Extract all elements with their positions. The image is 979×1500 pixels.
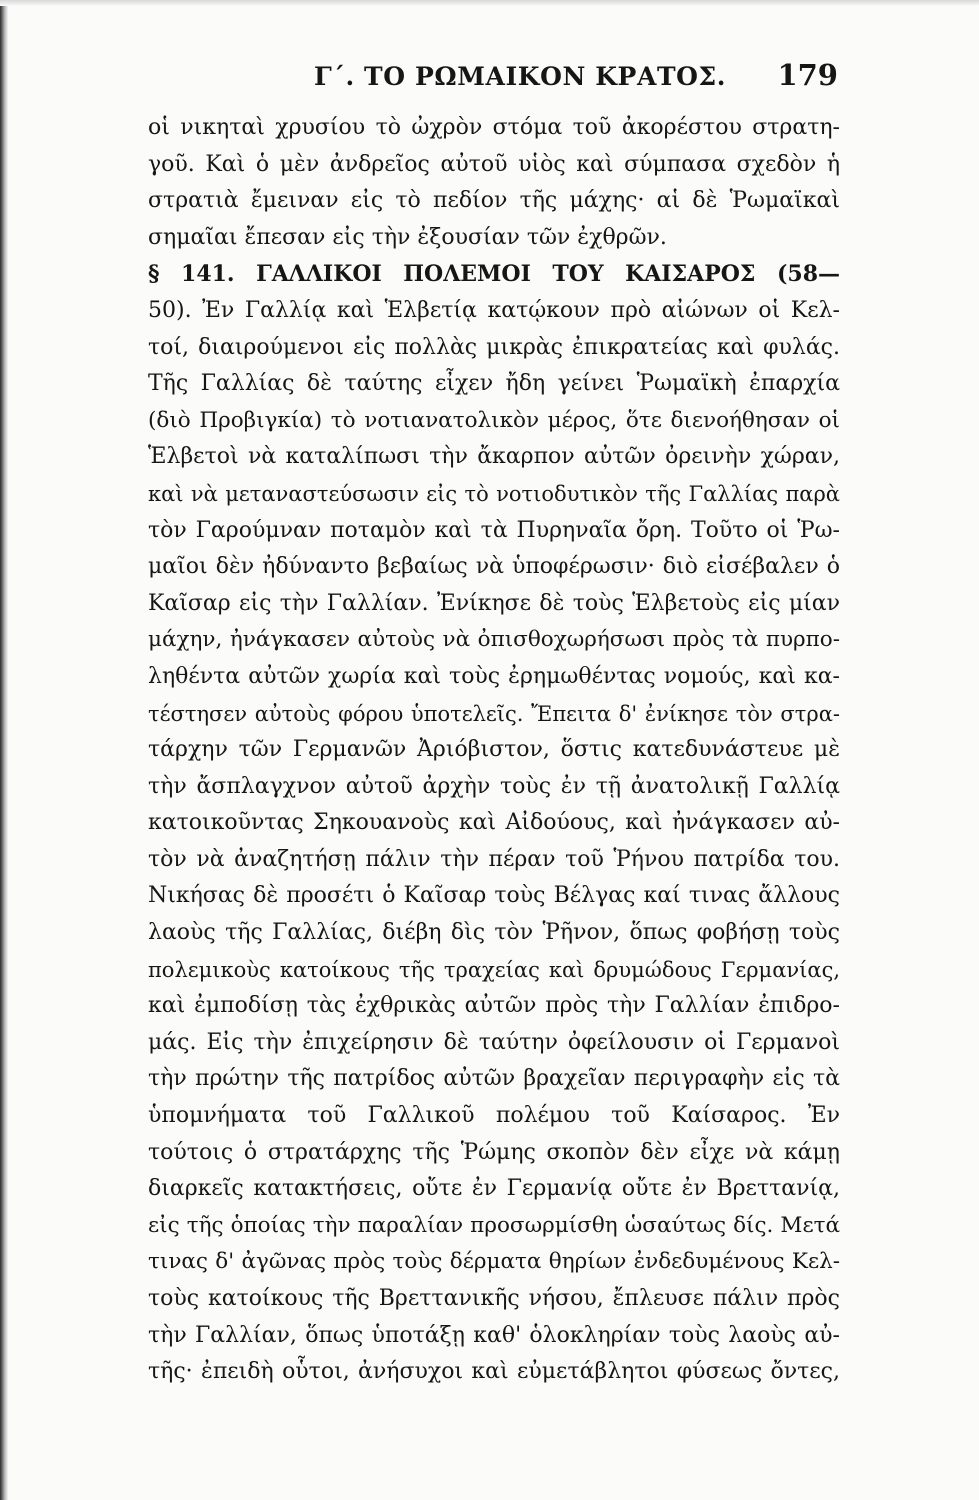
text-line: τέστησεν αὐτοὺς φόρου ὑποτελεῖς. Ἔπειτα δ' ἐνίκησε τὸν στρα- xyxy=(148,701,840,726)
text-line: τινας δ' ἀγῶνας πρὸς τοὺς δέρματα θηρίων ἐνδεδυμένους Κελ- xyxy=(148,1249,840,1275)
text-line: διαρκεῖς κατακτήσεις, οὔτε ἐν Γερμανίᾳ οὔτε ἐν Βρεττανίᾳ, xyxy=(148,1176,840,1202)
text-line: Τῆς Γαλλίας δὲ ταύτης εἶχεν ἤδη γείνει Ῥωμαϊκὴ ἐπαρχία xyxy=(148,371,840,397)
text-line: σημαῖαι ἔπεσαν εἰς τὴν ἐξουσίαν τῶν ἐχθρῶν. xyxy=(148,224,667,250)
text-line: κατοικοῦντας Σηκουανοὺς καὶ Αἰδούους, καὶ ἠνάγκασεν αὐ- xyxy=(148,810,840,836)
running-title: Γ΄. ΤΟ ΡΩΜΑΙΚΟΝ ΚΡΑΤΟΣ. xyxy=(314,62,727,91)
text-line: μαῖοι δὲν ἠδύναντο βεβαίως νὰ ὑποφέρωσιν· διὸ εἰσέβαλεν ὁ xyxy=(148,554,840,580)
text-line: οἱ νικηταὶ χρυσίου τὸ ὠχρὸν στόμα τοῦ ἀκορέστου στρατη- xyxy=(148,115,840,140)
running-head xyxy=(148,58,840,100)
text-line: τούτοις ὁ στρατάρχης τῆς Ῥώμης σκοπὸν δὲν εἶχε νὰ κάμῃ xyxy=(148,1139,840,1165)
text-line: τοὺς κατοίκους τῆς Βρεττανικῆς νήσου, ἔπλευσε πάλιν πρὸς xyxy=(148,1286,840,1311)
text-line: τὸν νὰ ἀναζητήσῃ πάλιν τὴν πέραν τοῦ Ῥήνου πατρίδα του. xyxy=(148,846,840,872)
text-line: καὶ νὰ μεταναστεύσωσιν εἰς τὸ νοτιοδυτικὸν τῆς Γαλλίας παρὰ xyxy=(148,481,840,506)
text-line: εἰς τῆς ὁποίας τὴν παραλίαν προσωρμίσθη ὡσαύτως δίς. Μετά xyxy=(148,1212,840,1238)
text-line: Νικήσας δὲ προσέτι ὁ Καῖσαρ τοὺς Βέλγας καί τινας ἄλλους xyxy=(148,883,840,909)
text-line: λαοὺς τῆς Γαλλίας, διέβη δὶς τὸν Ῥῆνον, ὅπως φοβήσῃ τοὺς xyxy=(148,920,840,946)
text-line: 50). Ἐν Γαλλίᾳ καὶ Ἑλβετίᾳ κατῴκουν πρὸ αἰώνων οἱ Κελ- xyxy=(148,297,840,323)
text-line: Καῖσαρ εἰς τὴν Γαλλίαν. Ἐνίκησε δὲ τοὺς Ἑλβετοὺς εἰς μίαν xyxy=(148,590,840,616)
text-line: πολεμικοὺς κατοίκους τῆς τραχείας καὶ δρυμώδους Γερμανίας, xyxy=(148,957,840,982)
text-line: τάρχην τῶν Γερμανῶν Ἀριόβιστον, ὅστις κατεδυνάστευε μὲ xyxy=(148,737,840,763)
text-line: μάχην, ἠνάγκασεν αὐτοὺς νὰ ὀπισθοχωρήσωσι πρὸς τὰ πυρπο- xyxy=(148,627,840,653)
text-line: τὴν πρώτην τῆς πατρίδος αὐτῶν βραχεῖαν περιγραφὴν εἰς τὰ xyxy=(148,1066,840,1092)
page-number: 179 xyxy=(777,58,838,92)
page-top-edge xyxy=(0,0,979,6)
page-gutter-shadow xyxy=(0,0,8,1500)
text-line: μάς. Εἰς τὴν ἐπιχείρησιν δὲ ταύτην ὀφείλουσιν οἱ Γερμανοὶ xyxy=(148,1029,840,1055)
body-text xyxy=(148,110,840,1391)
text-line: τὸν Γαρούμναν ποταμὸν καὶ τὰ Πυρηναῖα ὄρη. Τοῦτο οἱ Ῥω- xyxy=(148,517,840,543)
text-line: ληθέντα αὐτῶν χωρία καὶ τοὺς ἐρημωθέντας νομούς, καὶ κα- xyxy=(148,663,840,689)
text-line: τὴν Γαλλίαν, ὅπως ὑποτάξῃ καθ' ὁλοκληρίαν τοὺς λαοὺς αὐ- xyxy=(148,1322,840,1348)
text-line: τῆς· ἐπειδὴ οὗτοι, ἀνήσυχοι καὶ εὐμετάβλητοι φύσεως ὄντες, xyxy=(148,1359,840,1385)
text-line: γοῦ. Καὶ ὁ μὲν ἀνδρεῖος αὐτοῦ υἱὸς καὶ σύμπασα σχεδὸν ἡ xyxy=(148,151,840,177)
text-line: τοί, διαιρούμενοι εἰς πολλὰς μικρὰς ἐπικρατείας καὶ φυλάς. xyxy=(148,334,840,360)
text-line: καὶ ἐμποδίσῃ τὰς ἐχθρικὰς αὐτῶν πρὸς τὴν Γαλλίαν ἐπιδρο- xyxy=(148,993,840,1019)
text-line: στρατιὰ ἔμειναν εἰς τὸ πεδίον τῆς μάχης· αἱ δὲ Ῥωμαϊκαὶ xyxy=(148,188,840,214)
section-heading-line: § 141. ΓΑΛΛΙΚΟΙ ΠΟΛΕΜΟΙ ΤΟΥ ΚΑΙΣΑΡΟΣ (58— xyxy=(148,261,840,288)
text-line: τὴν ἄσπλαγχνον αὐτοῦ ἀρχὴν τοὺς ἐν τῇ ἀνατολικῇ Γαλλίᾳ xyxy=(148,773,840,799)
text-line: Ἑλβετοὶ νὰ καταλίπωσι τὴν ἄκαρπον αὐτῶν ὀρεινὴν χώραν, xyxy=(148,444,840,470)
text-line: ὑπομνήματα τοῦ Γαλλικοῦ πολέμου τοῦ Καίσαρος. Ἐν xyxy=(148,1103,840,1129)
text-line: (διὸ Προβιγκία) τὸ νοτιανατολικὸν μέρος, ὅτε διενοήθησαν οἱ xyxy=(148,407,840,433)
